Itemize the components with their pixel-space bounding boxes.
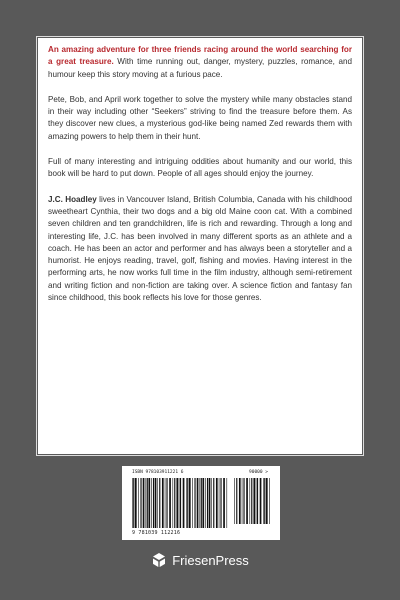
author-bio [48, 194, 352, 305]
blurb-headline: An amazing adventure for three friends racing around the world searching for a great treasure. [48, 45, 352, 67]
price-code: 90000 > [249, 470, 268, 475]
publisher-logo [0, 552, 400, 568]
blurb-paragraph-1-rest: With time running out, danger, mystery, puzzles, romance, and humour keep this story moving at a furious pace. [48, 57, 353, 79]
isbn-label: ISBN 978103911221 6 [132, 470, 184, 475]
friesenpress-logo-icon [151, 552, 167, 568]
back-cover-text-panel [40, 40, 360, 452]
author-name: J.C. Hoadley [48, 194, 97, 204]
isbn-barcode [122, 466, 280, 540]
publisher-name: FriesenPress [172, 552, 249, 568]
barcode-bars-icon [132, 478, 228, 528]
author-bio-text: lives in Vancouver Island, British Columbia, Canada with his childhood sweetheart Cynthia, their two dogs and a big old Maine coon cat. With a combined seven children and ten grandchildren, life is rich and rewarding. Through a long and interesting life, J.C. has been involved in many different sports as an athlete and a coach. He has been an actor and performer and has always been a storyteller and a humorist. He enjoys reading, travel, golf, fishing and movies. Having interest in the performing arts, he now works full time in the film industry, although semi-retirement and writing fiction and non-fiction are taking over. A science fiction and fantasy fan since childhood, this book reflects his love for those genres. [48, 194, 352, 303]
blurb-paragraph-3: Full of many interesting and intriguing oddities about humanity and our world, this book will be hard to put down. People of all ages should enjoy the journey. [48, 157, 352, 179]
isbn-digits: 9 781039 112216 [132, 530, 181, 536]
blurb-paragraph-2: Pete, Bob, and April work together to solve the mystery while many obstacles stand in their way including other “Seekers” striving to find the treasure before them. As they discover new clues, a mysterious god-like being named Zed rewards them with amazing powers to help them in their hunt. [48, 94, 352, 141]
blurb-paragraph-1 [48, 44, 352, 81]
addon-barcode-bars-icon [234, 478, 270, 524]
